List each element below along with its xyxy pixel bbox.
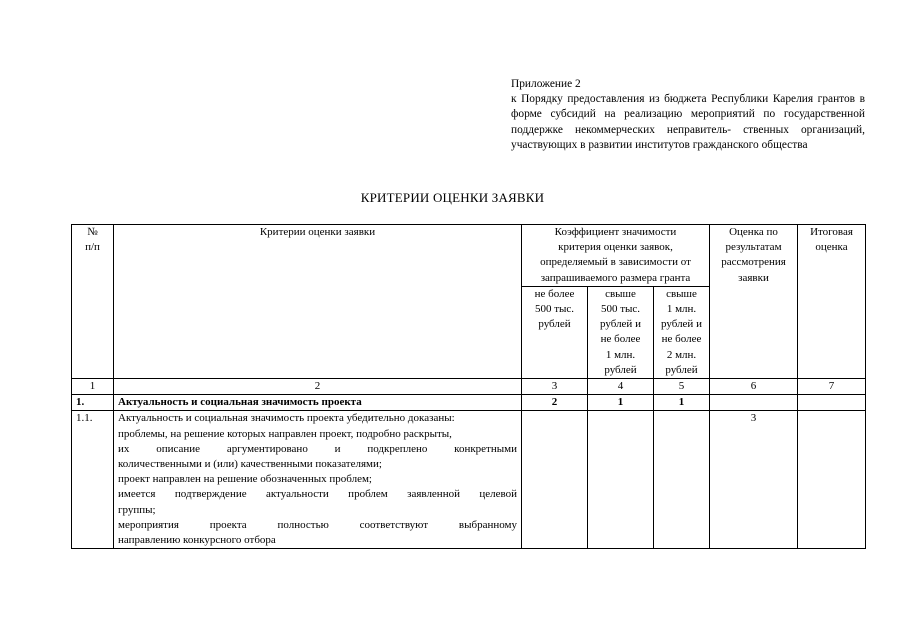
section-coef-1: 2 bbox=[522, 395, 588, 411]
column-number: 6 bbox=[710, 379, 798, 395]
header-sub-line: не более bbox=[661, 333, 702, 346]
criteria-table bbox=[71, 224, 866, 549]
header-score-line: заявки bbox=[738, 271, 769, 284]
section-final bbox=[798, 395, 866, 411]
appendix-heading: Приложение 2 bbox=[511, 78, 581, 90]
header-sub-line: 500 тыс. bbox=[600, 303, 641, 316]
header-sub-line: свыше bbox=[605, 287, 636, 300]
header-sub-line: не более bbox=[600, 333, 641, 346]
header-sub-line: 500 тыс. bbox=[534, 303, 575, 316]
header-coef-line: Коэффициент значимости bbox=[554, 226, 677, 238]
header-score-line: Оценка по bbox=[729, 226, 778, 238]
item-line: имеется подтверждение актуальности проблем заявленной целевой bbox=[118, 488, 517, 501]
column-number: 7 bbox=[798, 379, 866, 395]
header-row bbox=[72, 225, 866, 287]
column-number: 2 bbox=[114, 379, 522, 395]
item-line: проект направлен на решение обозначенных проблем; bbox=[118, 473, 372, 486]
header-sub-line: 1 млн. bbox=[666, 303, 697, 316]
header-score-line: результатам bbox=[725, 241, 782, 254]
column-number: 1 bbox=[72, 379, 114, 395]
section-coef-2: 1 bbox=[588, 395, 654, 411]
header-final bbox=[798, 225, 866, 379]
header-coef-500k-1m bbox=[588, 286, 654, 378]
column-number: 3 bbox=[522, 379, 588, 395]
section-row bbox=[72, 395, 866, 411]
header-sub-line: рублей bbox=[604, 363, 637, 376]
header-coef-line: критерия оценки заявок, bbox=[558, 241, 673, 254]
header-coef-up-to-500k bbox=[522, 286, 588, 378]
header-coef-line: запрашиваемого размера гранта bbox=[540, 271, 691, 284]
appendix-block bbox=[511, 77, 865, 153]
header-coef-line: определяемый в зависимости от bbox=[540, 256, 691, 269]
header-coefficient bbox=[522, 225, 710, 287]
item-line: их описание аргументировано и подкреплено конкретными bbox=[118, 442, 517, 455]
header-sub-line: 1 млн. bbox=[605, 348, 636, 361]
page-title: КРИТЕРИИ ОЦЕНКИ ЗАЯВКИ bbox=[360, 190, 545, 205]
item-line: мероприятия проекта полностью соответствуют выбранному bbox=[118, 518, 517, 531]
header-final-line: Итоговая bbox=[810, 226, 853, 238]
header-coef-1m-2m bbox=[654, 286, 710, 378]
item-row bbox=[72, 411, 866, 549]
item-coef-1 bbox=[522, 411, 588, 549]
header-sub-line: свыше bbox=[666, 287, 697, 300]
column-number: 4 bbox=[588, 379, 654, 395]
section-title: Актуальность и социальная значимость проекта bbox=[114, 395, 522, 411]
item-line: группы; bbox=[118, 503, 156, 516]
header-num-line: п/п bbox=[85, 241, 100, 254]
header-sub-line: рублей bbox=[665, 363, 698, 376]
appendix-line: к Порядку предоставления из бюджета Республики Карелия bbox=[511, 93, 814, 106]
header-final-line: оценка bbox=[815, 241, 848, 254]
appendix-line: грантов в форме субсидий на реализацию мероприятий по bbox=[511, 93, 865, 121]
header-sub-line: рублей и bbox=[661, 318, 702, 331]
header-sub-line: рублей и bbox=[600, 318, 641, 331]
column-number-row bbox=[72, 379, 866, 395]
header-num bbox=[72, 225, 114, 379]
item-score: 3 bbox=[710, 411, 798, 549]
appendix-text bbox=[511, 92, 865, 153]
item-num: 1.1. bbox=[72, 411, 114, 549]
appendix-line: государственной поддержке некоммерческих неправитель- bbox=[511, 108, 865, 136]
header-sub-line: не более bbox=[534, 287, 575, 300]
section-coef-3: 1 bbox=[654, 395, 710, 411]
header-criteria: Критерии оценки заявки bbox=[114, 225, 522, 379]
item-text bbox=[114, 411, 522, 549]
header-score bbox=[710, 225, 798, 379]
item-line: проблемы, на решение которых направлен проект, подробно раскрыты, bbox=[118, 427, 452, 440]
header-sub-line: рублей bbox=[538, 318, 571, 331]
section-num: 1. bbox=[72, 395, 114, 411]
item-coef-2 bbox=[588, 411, 654, 549]
section-score bbox=[710, 395, 798, 411]
item-line: направлению конкурсного отбора bbox=[118, 534, 276, 547]
header-num-line: № bbox=[87, 226, 98, 238]
item-line: Актуальность и социальная значимость проекта убедительно доказаны: bbox=[118, 412, 455, 425]
header-score-line: рассмотрения bbox=[721, 256, 786, 269]
appendix-line: гражданского общества bbox=[692, 138, 808, 151]
column-number: 5 bbox=[654, 379, 710, 395]
item-final bbox=[798, 411, 866, 549]
appendix-line: ственных организаций, участвующих в развитии институтов bbox=[511, 123, 865, 151]
item-line: количественными и (или) качественными показателями; bbox=[118, 458, 382, 471]
header-sub-line: 2 млн. bbox=[666, 348, 697, 361]
item-coef-3 bbox=[654, 411, 710, 549]
